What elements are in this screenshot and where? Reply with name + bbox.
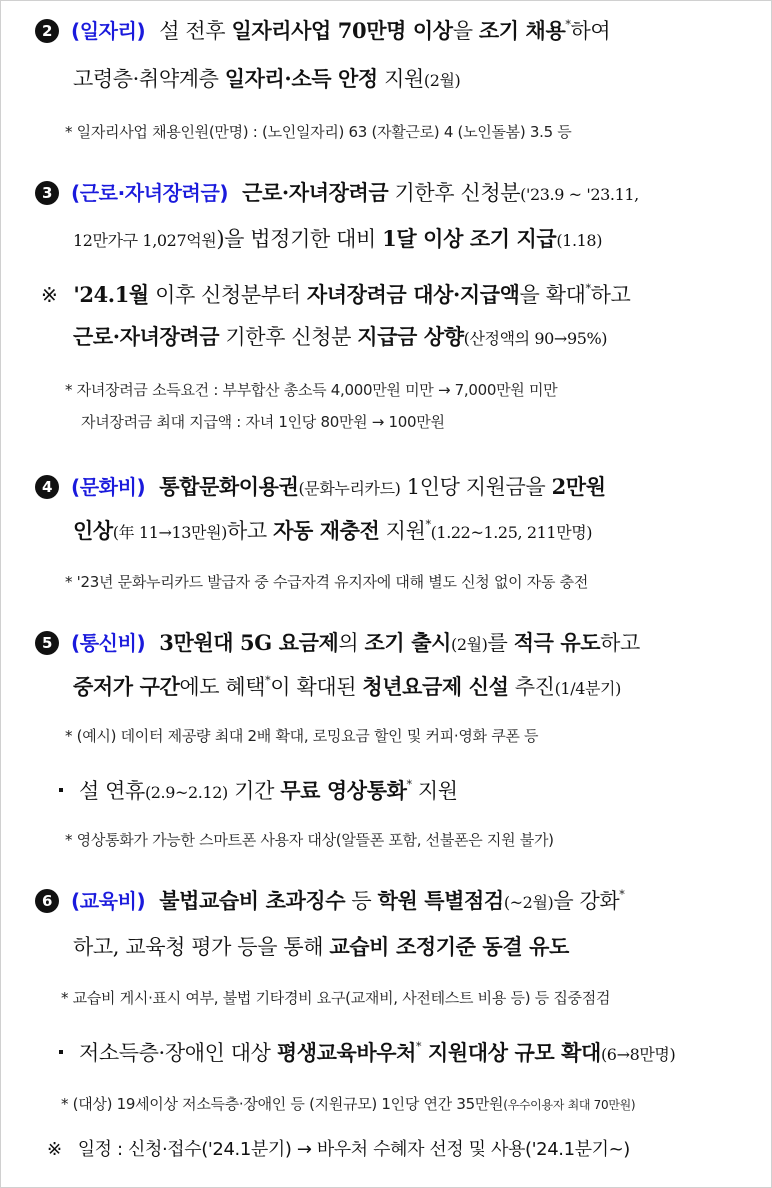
reference-1-note-2: 자녀장려금 최대 지급액 : 자녀 1인당 80만원 → 100만원 xyxy=(81,413,445,431)
highlight-text: 교습비 조정기준 동결 유도 xyxy=(329,934,569,959)
highlight-text: 일자리사업 70만명 이상 xyxy=(231,18,453,43)
section-5-note-2: * 영상통화가 가능한 스마트폰 사용자 대상(알뜰폰 포함, 선불폰은 지원 불가) xyxy=(65,831,554,849)
text: (우수이용자 최대 70만원) xyxy=(503,1098,636,1112)
category-label: (문화비) xyxy=(71,475,146,499)
text: 기한후 신청분 xyxy=(388,181,521,205)
section-6-note-1: * 교습비 게시·표시 여부, 불법 기타경비 요구(교재비, 사전테스트 비용 등) 등 집중점검 xyxy=(61,989,611,1007)
text: (年 11→13만원) xyxy=(112,523,227,542)
footnote-mark: * xyxy=(585,282,591,295)
text: 하고 xyxy=(590,283,631,307)
text: (1.22~1.25, 211만명) xyxy=(430,523,593,542)
reference-1-line-2 xyxy=(73,321,607,351)
bullet-icon xyxy=(59,788,63,792)
text: 추진 xyxy=(508,675,555,699)
section-6-note-2 xyxy=(61,1093,635,1114)
section-number-badge: 3 xyxy=(35,181,59,205)
section-number-badge: 4 xyxy=(35,475,59,499)
section-2-line-2 xyxy=(73,63,460,93)
highlight-text: 평생교육바우처 xyxy=(276,1040,417,1065)
section-number-badge: 6 xyxy=(35,889,59,913)
section-4-line-2 xyxy=(73,515,592,545)
text: 1인당 지원금을 xyxy=(400,475,552,499)
text: (2월) xyxy=(451,635,488,654)
reference-mark: ※ xyxy=(47,1139,62,1160)
highlight-text: 인상 xyxy=(73,518,113,543)
section-3-line-1 xyxy=(35,177,639,207)
highlight-text: 통합문화이용권 xyxy=(159,474,299,499)
footnote-mark: * xyxy=(406,778,412,791)
text: (1/4분기) xyxy=(554,679,621,698)
highlight-text: 지원대상 규모 확대 xyxy=(421,1040,601,1065)
text: (6→8만명) xyxy=(600,1045,676,1064)
reference-1-line-1 xyxy=(41,279,630,309)
highlight-text: 2만원 xyxy=(551,474,606,499)
section-6-line-1 xyxy=(35,885,624,915)
text: 지원 xyxy=(379,519,426,543)
highlight-text: 학원 특별점검 xyxy=(377,888,504,913)
category-label: (통신비) xyxy=(71,631,146,655)
text: 를 xyxy=(487,631,514,655)
text: 등 xyxy=(345,889,378,913)
highlight-text: 자동 재충전 xyxy=(273,518,380,543)
text: (문화누리카드) xyxy=(298,479,401,498)
section-3-line-2 xyxy=(73,223,602,253)
footnote-mark: * xyxy=(619,888,625,901)
footnote-mark: * xyxy=(265,674,271,687)
section-5-line-1 xyxy=(35,627,640,657)
section-2-note: * 일자리사업 채용인원(만명) : (노인일자리) 63 (자활근로) 4 (노인돌봄) 3.5 등 xyxy=(65,123,572,141)
highlight-text: 중저가 구간 xyxy=(73,674,180,699)
text: 을 강화 xyxy=(553,889,620,913)
highlight-text: 1달 이상 조기 지급 xyxy=(382,226,557,251)
text: 하고 xyxy=(600,631,640,655)
text: (2.9~2.12) xyxy=(144,783,228,802)
section-2-line-1 xyxy=(35,15,610,45)
text: (~2월) xyxy=(503,893,554,912)
reference-mark: ※ xyxy=(41,283,58,307)
text: (2월) xyxy=(423,71,461,90)
text: * (대상) 19세이상 저소득층·장애인 등 (지원규모) 1인당 연간 35만원 xyxy=(61,1095,504,1113)
text: 설 전후 xyxy=(159,19,232,43)
text: 하여 xyxy=(570,19,611,43)
highlight-text: 청년요금제 신설 xyxy=(362,674,509,699)
reference-2 xyxy=(47,1135,630,1161)
text: 고령층·취약계층 xyxy=(73,67,225,91)
text: 의 xyxy=(338,631,365,655)
text: ('23.9 ~ '23.11, xyxy=(520,185,639,204)
text: 12만가구 1,027억원 xyxy=(73,231,217,250)
highlight-text: 자녀장려금 대상·지급액 xyxy=(306,282,520,307)
text: 이후 신청분부터 xyxy=(148,283,307,307)
section-6-line-2 xyxy=(73,931,569,961)
text: 이 확대된 xyxy=(270,675,363,699)
text: 하고, 교육청 평가 등을 통해 xyxy=(73,935,330,959)
section-4-line-1 xyxy=(35,471,606,501)
text: 저소득층·장애인 대상 xyxy=(79,1041,277,1065)
highlight-text: 적극 유도 xyxy=(513,630,601,655)
highlight-text: 무료 영상통화 xyxy=(280,778,407,803)
footnote-mark: * xyxy=(416,1040,422,1053)
highlight-text: '24.1월 xyxy=(73,282,149,307)
section-5-note-1: * (예시) 데이터 제공량 최대 2배 확대, 로밍요금 할인 및 커피·영화 쿠폰 등 xyxy=(65,727,539,745)
text: 하고 xyxy=(227,519,274,543)
reference-1-note-1: * 자녀장려금 소득요건 : 부부합산 총소득 4,000만원 미만 → 7,000만원 미만 xyxy=(65,381,558,399)
section-number-badge: 2 xyxy=(35,19,59,43)
category-label: (교육비) xyxy=(71,889,146,913)
text: 기간 xyxy=(227,779,281,803)
section-5-line-2 xyxy=(73,671,621,701)
text: )을 법정기한 대비 xyxy=(216,227,383,251)
section-6-bullet xyxy=(59,1037,675,1067)
highlight-text: 근로·자녀장려금 xyxy=(242,180,389,205)
text: 에도 혜택 xyxy=(179,675,266,699)
text: 을 xyxy=(452,19,479,43)
highlight-text: 3만원대 5G 요금제 xyxy=(159,630,339,655)
highlight-text: 근로·자녀장려금 xyxy=(73,324,220,349)
highlight-text: 지급금 상향 xyxy=(357,324,464,349)
footnote-mark: * xyxy=(565,18,571,31)
text: 기한후 신청분 xyxy=(219,325,358,349)
text: 설 연휴 xyxy=(79,779,145,803)
bullet-icon xyxy=(59,1050,63,1054)
highlight-text: 조기 출시 xyxy=(364,630,451,655)
highlight-text: 일자리·소득 안정 xyxy=(224,66,378,91)
text: (산정액의 90→95%) xyxy=(463,329,608,348)
highlight-text: 조기 채용 xyxy=(478,18,566,43)
text: (1.18) xyxy=(556,231,603,250)
text: 지원 xyxy=(377,67,424,91)
category-label: (근로·자녀장려금) xyxy=(71,181,229,205)
text: 일정 : 신청·접수('24.1분기) → 바우처 수혜자 선정 및 사용('24.1분기~) xyxy=(77,1139,630,1160)
text: 을 확대 xyxy=(519,283,586,307)
footnote-mark: * xyxy=(425,518,431,531)
section-4-note: * '23년 문화누리카드 발급자 중 수급자격 유지자에 대해 별도 신청 없이 자동 충전 xyxy=(65,573,589,591)
section-number-badge: 5 xyxy=(35,631,59,655)
text: 지원 xyxy=(411,779,458,803)
category-label: (일자리) xyxy=(71,19,146,43)
section-5-bullet xyxy=(59,775,458,805)
highlight-text: 불법교습비 초과징수 xyxy=(159,888,346,913)
